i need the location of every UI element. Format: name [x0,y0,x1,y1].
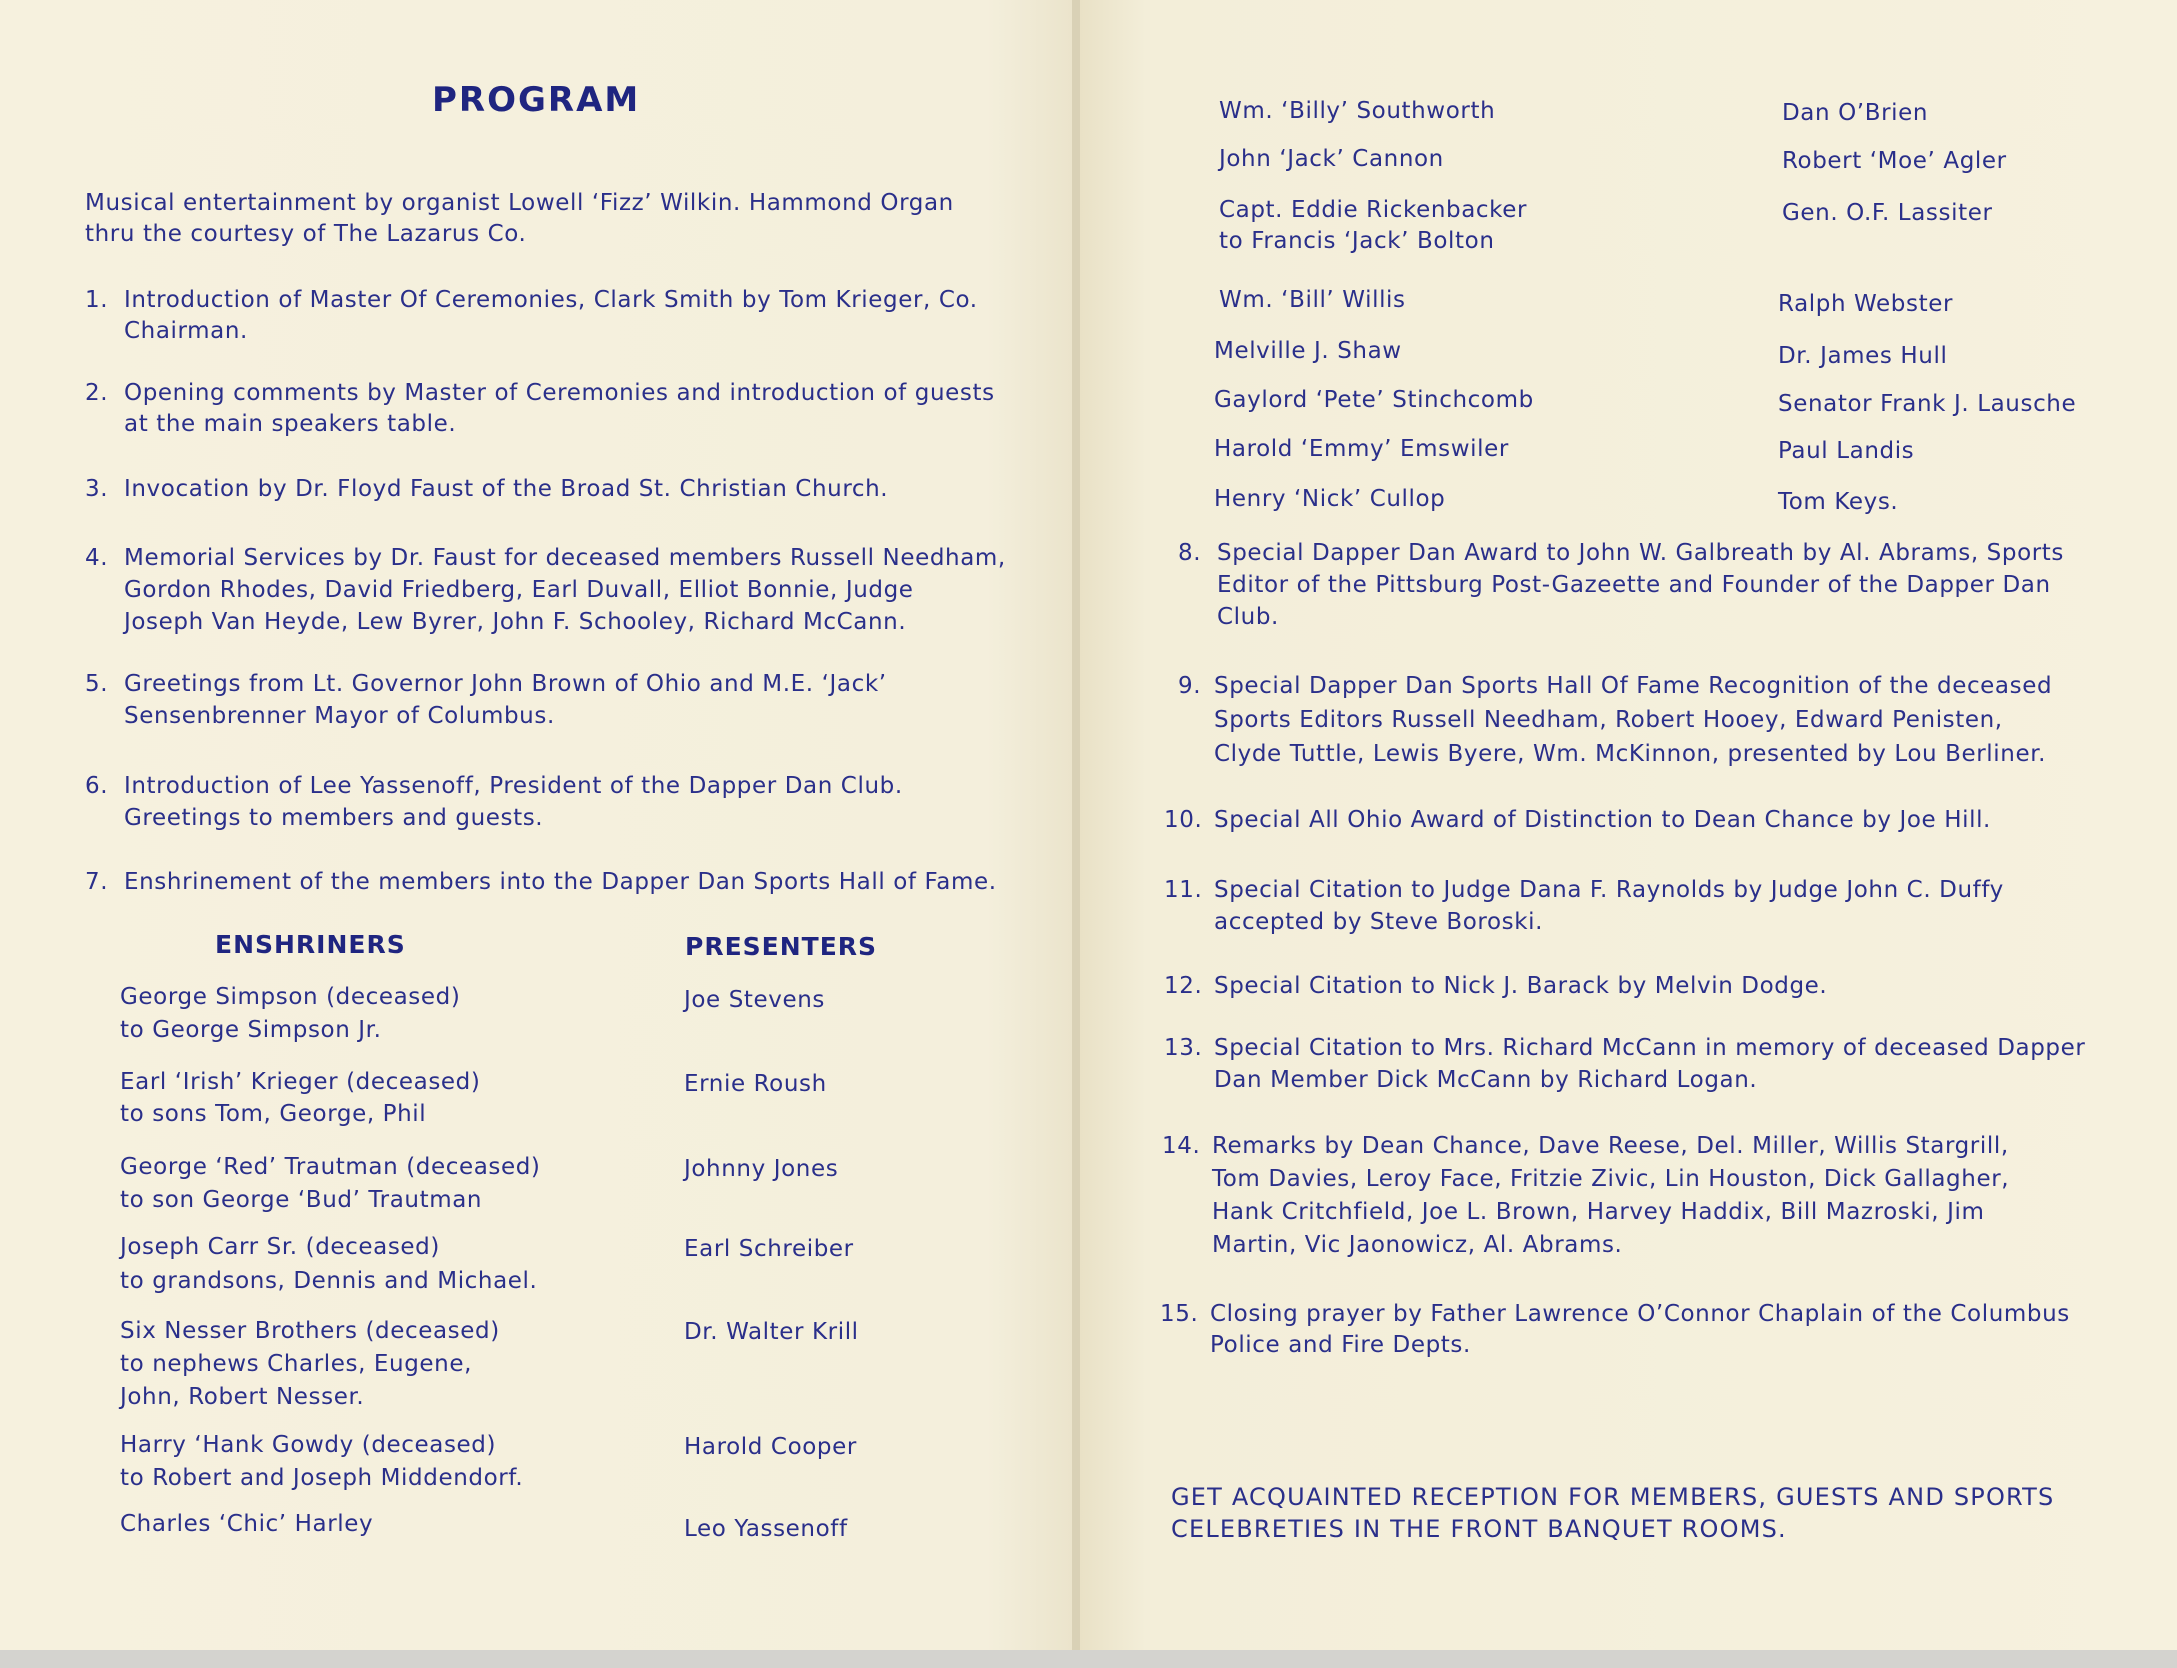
item-10-number: 10. [1164,807,1203,833]
item-14-line-3: Hank Critchfield, Joe L. Brown, Harvey Haddix, Bill Mazroski, Jim [1212,1199,1985,1225]
presenter-15: Tom Keys. [1778,489,1899,515]
enshriner-13-line-1: Gaylord ‘Pete’ Stinchcomb [1214,387,1534,413]
intro-line-2: thru the courtesy of The Lazarus Co. [85,221,527,247]
enshriner-4-line-1: Joseph Carr Sr. (deceased) [120,1234,440,1260]
item-6-number: 6. [85,773,109,799]
item-2-number: 2. [85,380,109,406]
enshriner-6-line-1: Harry ‘Hank Gowdy (deceased) [120,1432,497,1458]
enshriner-9-line-1: John ‘Jack’ Cannon [1219,146,1444,172]
item-10-line-1: Special All Ohio Award of Distinction to Dean Chance by Joe Hill. [1214,807,1991,833]
item-6-line-2: Greetings to members and guests. [124,805,544,831]
item-13-line-1: Special Citation to Mrs. Richard McCann in memory of deceased Dapper [1214,1035,2086,1061]
item-1-number: 1. [85,287,109,313]
item-8-number: 8. [1178,540,1202,566]
item-11-line-2: accepted by Steve Boroski. [1214,909,1544,935]
presenter-8: Dan O’Brien [1782,100,1929,126]
item-6-line-1: Introduction of Lee Yassenoff, President of the Dapper Dan Club. [124,773,903,799]
enshriner-8-line-1: Wm. ‘Billy’ Southworth [1219,98,1496,124]
item-8-line-3: Club. [1217,604,1279,630]
enshriner-5-line-1: Six Nesser Brothers (deceased) [120,1318,500,1344]
item-4-line-1: Memorial Services by Dr. Faust for deceased members Russell Needham, [124,545,1006,571]
presenter-4: Earl Schreiber [684,1236,854,1262]
enshriner-5-line-3: John, Robert Nesser. [120,1384,365,1410]
item-3-number: 3. [85,476,109,502]
reception-note-line-2: CELEBRETIES IN THE FRONT BANQUET ROOMS. [1171,1515,1787,1543]
enshriner-15-line-1: Henry ‘Nick’ Cullop [1214,486,1446,512]
presenter-10: Gen. O.F. Lassiter [1782,200,1993,226]
item-9-number: 9. [1178,673,1202,699]
presenter-6: Harold Cooper [684,1434,857,1460]
item-5-line-1: Greetings from Lt. Governor John Brown of Ohio and M.E. ‘Jack’ [124,671,887,697]
item-5-line-2: Sensenbrenner Mayor of Columbus. [124,703,555,729]
item-15-number: 15. [1160,1301,1199,1327]
enshriner-10-line-2: to Francis ‘Jack’ Bolton [1219,228,1495,254]
item-4-line-2: Gordon Rhodes, David Friedberg, Earl Duvall, Elliot Bonnie, Judge [124,577,914,603]
item-4-number: 4. [85,545,109,571]
item-8-line-1: Special Dapper Dan Award to John W. Galbreath by Al. Abrams, Sports [1217,540,2065,566]
enshriner-3-line-1: George ‘Red’ Trautman (deceased) [120,1154,541,1180]
enshriners-header: ENSHRINERS [215,930,406,959]
enshriner-3-line-2: to son George ‘Bud’ Trautman [120,1187,483,1213]
item-12-number: 12. [1164,973,1203,999]
enshriner-11-line-1: Wm. ‘Bill’ Willis [1219,287,1406,313]
item-5-number: 5. [85,671,109,697]
presenter-14: Paul Landis [1778,438,1915,464]
item-14-line-1: Remarks by Dean Chance, Dave Reese, Del. Miller, Willis Stargrill, [1212,1133,2009,1159]
presenter-13: Senator Frank J. Lausche [1778,391,2077,417]
scan-border [0,1650,2177,1668]
item-11-line-1: Special Citation to Judge Dana F. Raynolds by Judge John C. Duffy [1214,877,2004,903]
item-2-line-2: at the main speakers table. [124,411,457,437]
item-13-line-2: Dan Member Dick McCann by Richard Logan. [1214,1067,1758,1093]
enshriner-12-line-1: Melville J. Shaw [1214,338,1402,364]
enshriner-5-line-2: to nephews Charles, Eugene, [120,1351,472,1377]
enshriner-2-line-1: Earl ‘Irish’ Krieger (deceased) [120,1069,481,1095]
intro-line-1: Musical entertainment by organist Lowell ‘Fizz’ Wilkin. Hammond Organ [85,190,954,216]
item-1-line-1: Introduction of Master Of Ceremonies, Clark Smith by Tom Krieger, Co. [124,287,978,313]
item-14-line-2: Tom Davies, Leroy Face, Fritzie Zivic, Lin Houston, Dick Gallagher, [1212,1166,2010,1192]
item-7-line-1: Enshrinement of the members into the Dapper Dan Sports Hall of Fame. [124,869,997,895]
item-2-line-1: Opening comments by Master of Ceremonies and introduction of guests [124,380,995,406]
presenter-5: Dr. Walter Krill [684,1319,859,1345]
program-title: PROGRAM [432,80,641,120]
item-15-line-2: Police and Fire Depts. [1210,1332,1471,1358]
item-9-line-3: Clyde Tuttle, Lewis Byere, Wm. McKinnon, presented by Lou Berliner. [1214,741,2047,767]
presenter-2: Ernie Roush [684,1071,827,1097]
item-9-line-2: Sports Editors Russell Needham, Robert Hooey, Edward Penisten, [1214,707,2003,733]
item-8-line-2: Editor of the Pittsburg Post-Gazeette and Founder of the Dapper Dan [1217,572,2051,598]
item-12-line-1: Special Citation to Nick J. Barack by Melvin Dodge. [1214,973,1828,999]
enshriner-6-line-2: to Robert and Joseph Middendorf. [120,1465,524,1491]
item-15-line-1: Closing prayer by Father Lawrence O’Connor Chaplain of the Columbus [1210,1301,2070,1327]
enshriner-4-line-2: to grandsons, Dennis and Michael. [120,1268,538,1294]
enshriner-7-line-1: Charles ‘Chic’ Harley [120,1511,374,1537]
reception-note-line-1: GET ACQUAINTED RECEPTION FOR MEMBERS, GUESTS AND SPORTS [1171,1483,2055,1511]
enshriner-1-line-2: to George Simpson Jr. [120,1017,382,1043]
presenters-header: PRESENTERS [685,932,878,961]
enshriner-10-line-1: Capt. Eddie Rickenbacker [1219,197,1528,223]
presenter-12: Dr. James Hull [1778,343,1948,369]
item-14-line-4: Martin, Vic Jaonowicz, Al. Abrams. [1212,1232,1623,1258]
item-4-line-3: Joseph Van Heyde, Lew Byrer, John F. Schooley, Richard McCann. [124,609,907,635]
presenter-7: Leo Yassenoff [684,1516,848,1542]
enshriner-2-line-2: to sons Tom, George, Phil [120,1101,427,1127]
item-1-line-2: Chairman. [124,318,248,344]
page-fold [1072,0,1080,1650]
item-7-number: 7. [85,869,109,895]
presenter-11: Ralph Webster [1778,291,1953,317]
presenter-3: Johnny Jones [684,1156,839,1182]
item-11-number: 11. [1164,877,1203,903]
item-13-number: 13. [1164,1035,1203,1061]
presenter-1: Joe Stevens [684,987,826,1013]
item-3-line-1: Invocation by Dr. Floyd Faust of the Broad St. Christian Church. [124,476,889,502]
enshriner-1-line-1: George Simpson (deceased) [120,984,461,1010]
item-14-number: 14. [1162,1133,1201,1159]
enshriner-14-line-1: Harold ‘Emmy’ Emswiler [1214,436,1509,462]
presenter-9: Robert ‘Moe’ Agler [1782,148,2007,174]
item-9-line-1: Special Dapper Dan Sports Hall Of Fame Recognition of the deceased [1214,673,2053,699]
